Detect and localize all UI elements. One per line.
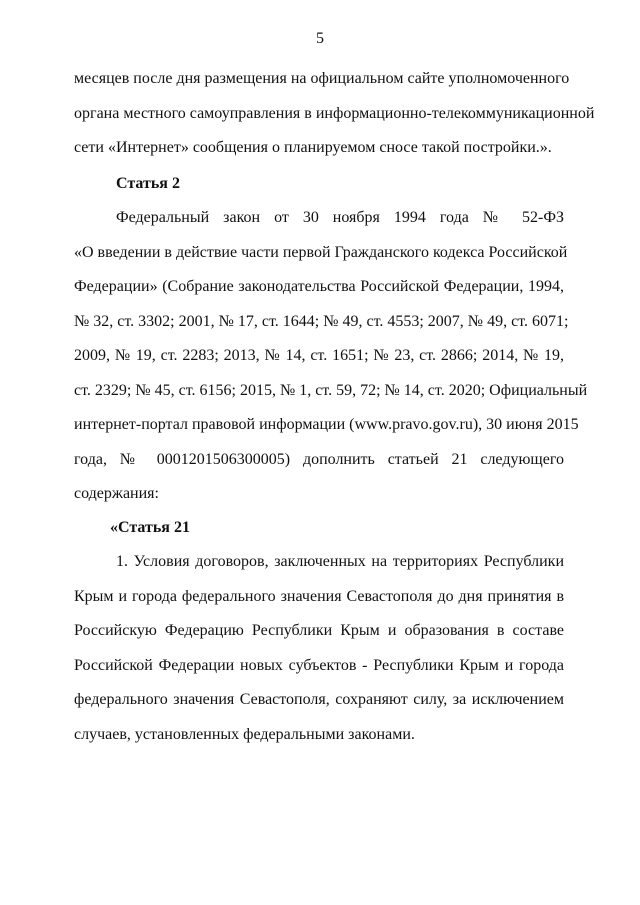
article-2-heading: Статья 2 xyxy=(116,175,180,192)
paragraph-line: Федерации» (Собрание законодательства Российской Федерации, 1994, xyxy=(74,278,564,295)
paragraph-line: Федеральный закон от 30 ноября 1994 года № 52-ФЗ xyxy=(116,209,564,226)
paragraph-line: года, № 0001201506300005) дополнить статьей 21 следующего xyxy=(74,450,564,468)
paragraph-line: месяцев после дня размещения на официальном сайте уполномоченного xyxy=(74,70,570,87)
article-21-heading: «Статья 21 xyxy=(110,519,190,536)
paragraph-line: Российскую Федерацию Республики Крым и образования в составе xyxy=(74,622,564,639)
paragraph-line: содержания: xyxy=(74,485,159,502)
paragraph-line: 2009, № 19, ст. 2283; 2013, № 14, ст. 1651; № 23, ст. 2866; 2014, № 19, xyxy=(74,347,564,364)
paragraph-line: Крым и города федерального значения Севастополя до дня принятия в xyxy=(74,587,564,605)
paragraph-line: случаев, установленных федеральными законами. xyxy=(74,725,415,743)
article-21-section xyxy=(74,511,564,546)
article-2-body xyxy=(74,201,588,512)
paragraph-line: № 32, ст. 3302; 2001, № 17, ст. 1644; № 49, ст. 4553; 2007, № 49, ст. 6071; xyxy=(74,312,569,330)
paragraph-line: 1. Условия договоров, заключенных на территориях Республики xyxy=(116,553,564,570)
paragraph-line: органа местного самоуправления в информационно-телекоммуникационной xyxy=(74,104,595,122)
paragraph-line: «О введении в действие части первой Гражданского кодекса Российской xyxy=(74,243,568,261)
paragraph-line: ст. 2329; № 45, ст. 6156; 2015, № 1, ст. 59, 72; № 14, ст. 2020; Официальный xyxy=(74,381,588,399)
article-2-section xyxy=(74,167,564,202)
paragraph-line: сети «Интернет» сообщения о планируемом сносе такой постройки.». xyxy=(74,139,552,156)
paragraph-line: Российской Федерации новых субъектов - Республики Крым и города xyxy=(74,656,564,674)
paragraph-line: интернет-портал правовой информации (www.pravo.gov.ru), 30 июня 2015 xyxy=(74,416,579,433)
continuation-paragraph xyxy=(74,62,595,166)
page-number: 5 xyxy=(316,30,324,47)
paragraph-line: федерального значения Севастополя, сохраняют силу, за исключением xyxy=(74,691,564,708)
article-21-body xyxy=(74,545,564,752)
